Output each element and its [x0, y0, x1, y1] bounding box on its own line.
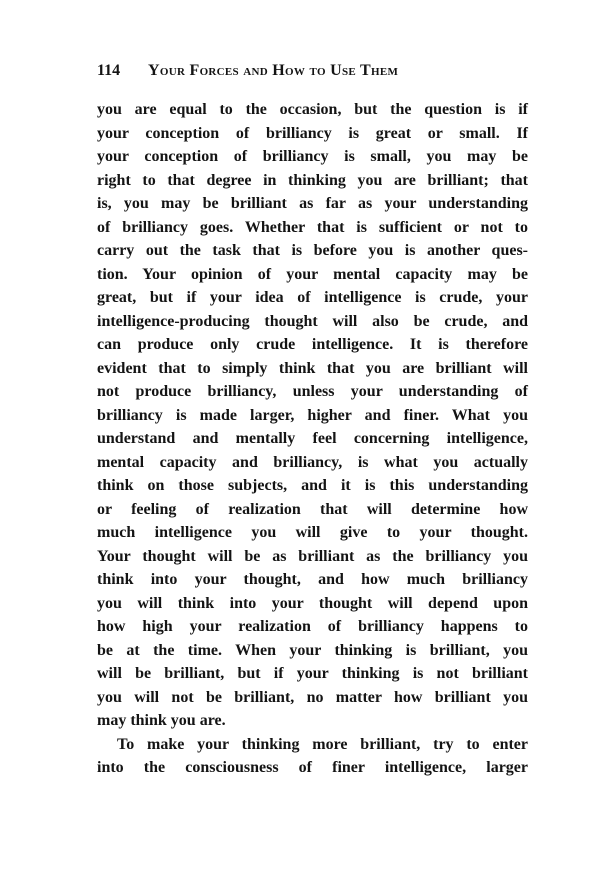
text-line: you are equal to the occasion, but the question is if: [97, 101, 528, 118]
text-line: your conception of brilliancy is small, you may be: [97, 148, 528, 165]
text-line: carry out the task that is before you is another ques-: [97, 242, 528, 259]
text-line: much intelligence you will give to your thought.: [97, 524, 528, 541]
text-line: To make your thinking more brilliant, try to enter: [117, 735, 528, 753]
text-line: mental capacity and brilliancy, is what you actually: [97, 453, 528, 471]
text-line: may think you are.: [97, 712, 226, 729]
text-line: your conception of brilliancy is great or small. If: [97, 124, 528, 142]
text-line: understand and mentally feel concerning intelligence,: [97, 430, 528, 447]
text-line: right to that degree in thinking you are brilliant; that: [97, 171, 528, 189]
text-line: or feeling of realization that will determine how: [97, 500, 528, 518]
text-line: think into your thought, and how much brilliancy: [97, 571, 528, 588]
text-line: think on those subjects, and it is this understanding: [97, 477, 528, 494]
body-text: [97, 98, 528, 780]
text-line: great, but if your idea of intelligence is crude, your: [97, 289, 528, 306]
text-line: brilliancy is made larger, higher and finer. What you: [97, 406, 528, 424]
text-line: you will think into your thought will depend upon: [97, 594, 528, 612]
text-line: not produce brilliancy, unless your understanding of: [97, 383, 528, 400]
text-line: intelligence-producing thought will also be crude, and: [97, 312, 528, 330]
text-line: can produce only crude intelligence. It is therefore: [97, 336, 528, 353]
running-title: Your Forces and How to Use Them: [148, 62, 399, 79]
text-line: you will not be brilliant, no matter how brilliant you: [97, 688, 528, 706]
page-number: 114: [97, 62, 121, 79]
text-line: be at the time. When your thinking is brilliant, you: [97, 641, 528, 659]
text-line: into the consciousness of finer intelligence, larger: [97, 759, 528, 776]
text-line: evident that to simply think that you are brilliant will: [97, 359, 528, 377]
text-line: of brilliancy goes. Whether that is sufficient or not to: [97, 218, 528, 236]
text-line: Your thought will be as brilliant as the brilliancy you: [97, 547, 528, 565]
text-line: tion. Your opinion of your mental capacity may be: [97, 265, 528, 283]
text-line: how high your realization of brilliancy happens to: [97, 618, 528, 635]
text-line: will be brilliant, but if your thinking is not brilliant: [97, 665, 528, 682]
running-header: [97, 62, 537, 80]
text-line: is, you may be brilliant as far as your understanding: [97, 195, 528, 212]
